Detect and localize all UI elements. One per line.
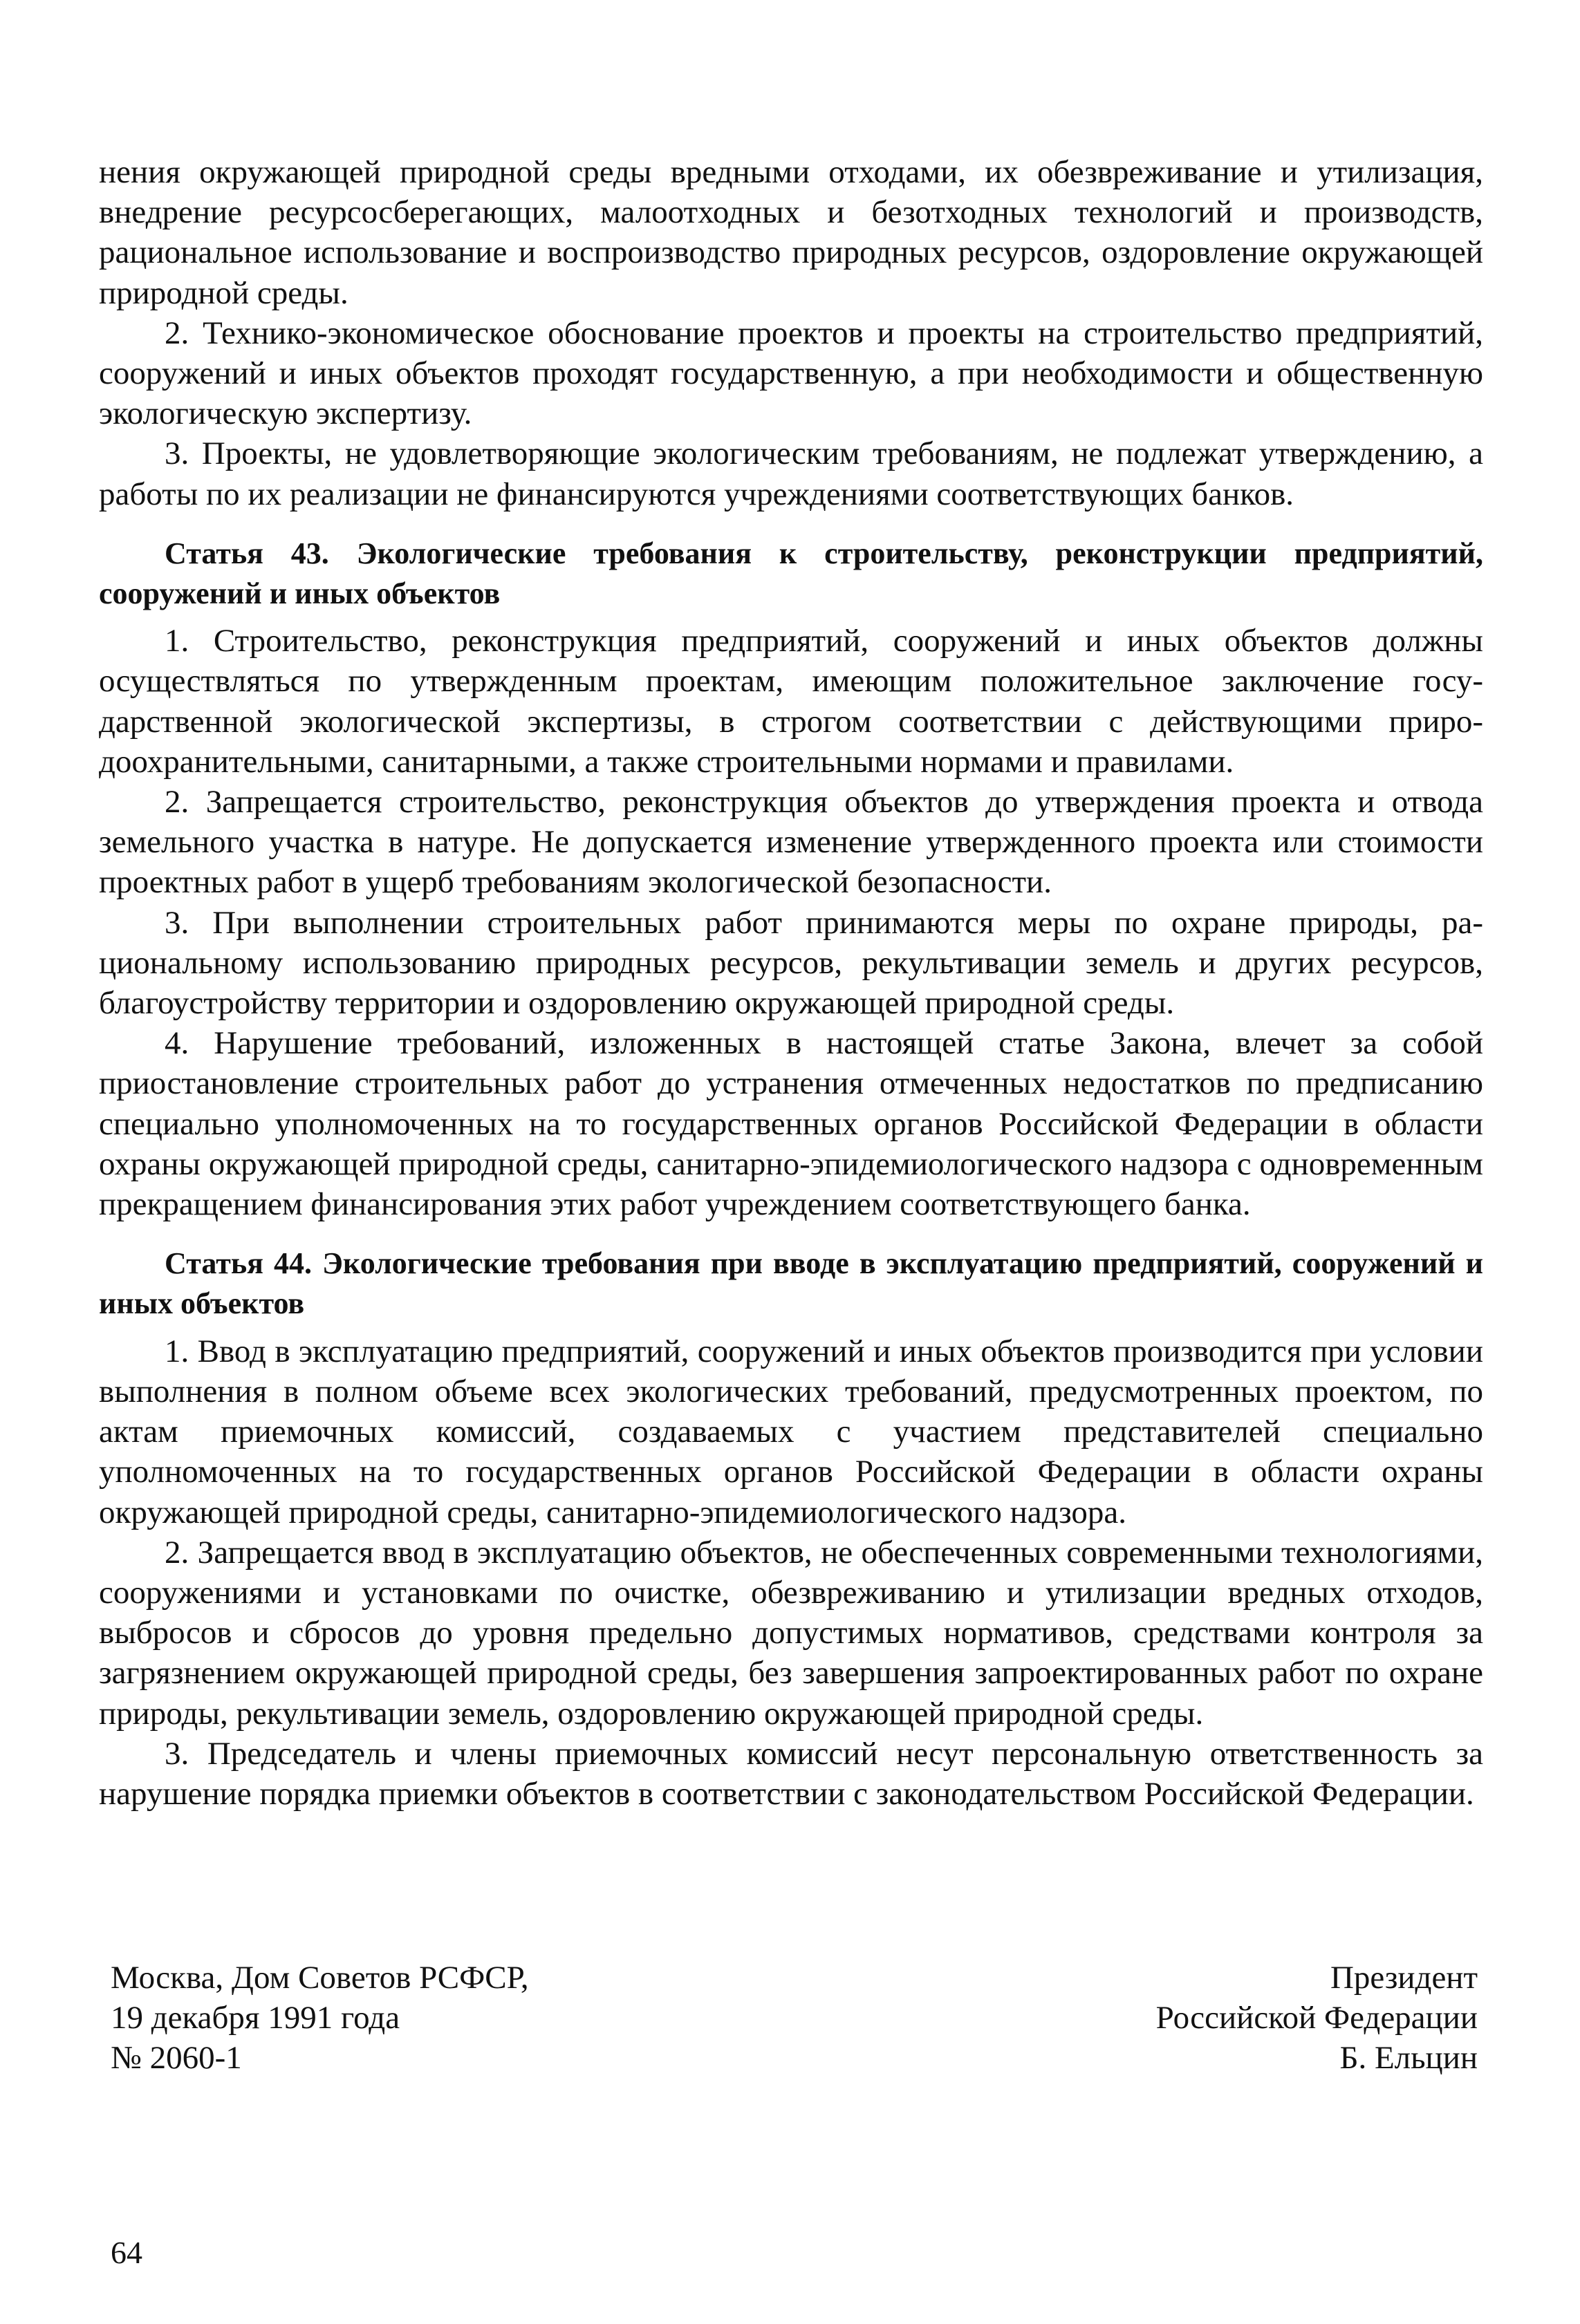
paragraph: 2. Запрещается строительство, реконструкция объектов до утверждения проекта и отвода земельного участка в натуре. Не допускается изменение утвержденного проекта или стоимости проектных работ в ущерб требованиям экологической безопасности. <box>99 784 1483 901</box>
signature-place: Москва, Дом Советов РСФСР, <box>111 1960 529 1996</box>
article-44-heading: Статья 44. Экологические требования при вводе в эксплуатацию предприятий, сооружений и иных объектов <box>99 1246 1483 1321</box>
law-number: № 2060-1 <box>111 2040 242 2076</box>
paragraph: 2. Запрещается ввод в эксплуатацию объектов, не обеспеченных современными технологиями, сооружениями и установками по очистке, обезвреживанию и утилизации вредных отходов, выбросов и сбросов до уровня предельно допустимых нормативов, средствами контроля за загрязнением окружающей природной среды, без завершения запроектированных работ по охране природы, рекультивации земель, оздоровлению окружающей природной среды. <box>99 1534 1483 1732</box>
paragraph: нения окружающей природной среды вредными отходами, их обезвреживание и утилизация, внедрение ресурсосберегающих, малоотходных и безотходных технологий и производств, рациональное использование и воспроизводство природных ресурсов, оздоровление окружающей природной среды. <box>99 154 1483 311</box>
law-text <box>99 152 1483 1814</box>
paragraph: 1. Строительство, реконструкция предприятий, сооружений и иных объектов должны осуществляться по утвержденным проектам, имеющим положительное заключение государственной экологической экспертизы, в строгом соответствии с действующими природоохранительными, санитарными, а также строительными нормами и правилами. <box>99 623 1483 780</box>
paragraph: 2. Технико-экономическое обоснование проектов и проекты на строительство предприятий, сооружений и иных объектов проходят государственную, а при необходимости и общественную экологическую экспертизу. <box>99 315 1483 432</box>
signature-place-date <box>111 1958 529 2078</box>
signature-signatory <box>1156 1958 1478 2078</box>
article-43-heading: Статья 43. Экологические требования к строительству, реконструкции предприятий, сооружений и иных объектов <box>99 536 1483 611</box>
signature-date: 19 декабря 1991 года <box>111 2000 400 2036</box>
paragraph: 3. При выполнении строительных работ принимаются меры по охране природы, рациональному использованию природных ресурсов, рекультивации земель и других ресурсов, благоустройству территории и оздоровлению окружающей природной среды. <box>99 904 1483 1022</box>
page-number: 64 <box>111 2235 142 2270</box>
signatory-title-country: Российской Федерации <box>1155 2000 1478 2036</box>
paragraph: 3. Проекты, не удовлетворяющие экологическим требованиям, не подлежат утверждению, а работы по их реализации не финансируются учреждениями соответствующих банков. <box>99 435 1483 512</box>
signatory-title: Президент <box>1330 1960 1478 1996</box>
signatory-name: Б. Ельцин <box>1339 2040 1478 2076</box>
paragraph: 4. Нарушение требований, изложенных в настоящей статье Закона, влечет за собой приостановление строительных работ до устранения отмеченных недостатков по предписанию специально уполномоченных на то государственных органов Российской Федерации в области охраны окружающей природной среды, санитарно-эпидемиологического надзора с одновременным прекращением финансирования этих работ учреждением соответствующего банка. <box>99 1025 1483 1223</box>
paragraph: 3. Председатель и члены приемочных комиссий несут персональную ответственность за нарушение порядка приемки объектов в соответствии с законодательством Российской Федерации. <box>99 1735 1483 1812</box>
paragraph: 1. Ввод в эксплуатацию предприятий, сооружений и иных объектов производится при условии выполнения в полном объеме всех экологических требований, предусмотренных проектом, по актам приемочных комиссий, создаваемых с участием представителей специально уполномоченных на то государственных органов Российской Федерации в области охраны окружающей природной среды, санитарно-эпидемиологического надзора. <box>99 1333 1483 1530</box>
